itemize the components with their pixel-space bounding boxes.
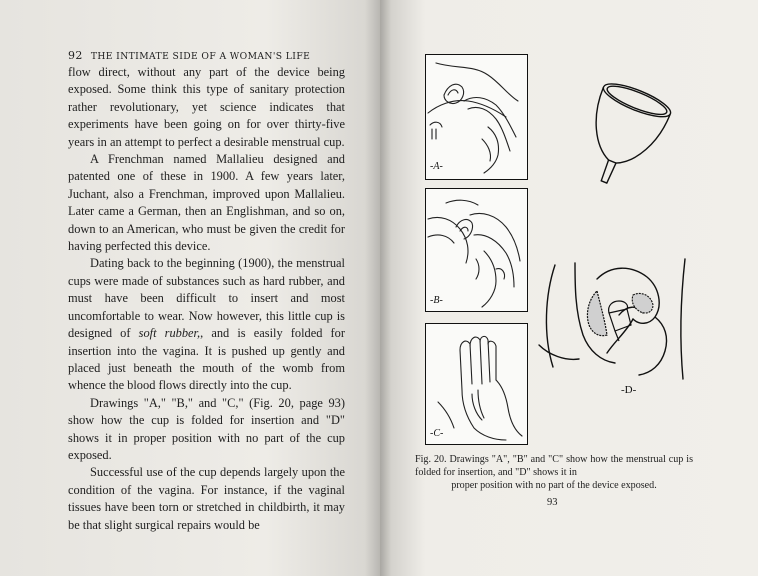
right-page-number: 93: [547, 497, 558, 508]
body-text: [68, 64, 345, 534]
figure-label-a: -A-: [430, 161, 443, 172]
hand-holding-folded-cup-illustration-c: [426, 324, 527, 444]
cup-in-position-cross-section-illustration-d: [535, 255, 695, 385]
running-head: [68, 49, 368, 62]
figure-caption-main: Fig. 20. Drawings "A", "B" and "C" show how the menstrual cup is folded for insertion, and "D" shows it in: [415, 454, 693, 478]
drawing-b-panel: [425, 188, 528, 312]
left-page-number: 92: [68, 49, 83, 62]
hands-folding-cup-illustration-b: [426, 189, 527, 311]
paragraph-2: A Frenchman named Mallalieu designed and patented one of these in 1900. A few years later, Juchant, also a Frenchman, improved upon Mallalieu. Later came a German, then an Englishman, and so on, down to an American, who must be given the credit for having perfected this device.: [68, 152, 345, 254]
paragraph-3: [68, 255, 345, 394]
soft-rubber-emphasis: soft rubber,: [138, 326, 201, 341]
figure-caption: [415, 454, 693, 492]
figure-label-d: -D-: [621, 384, 637, 396]
drawing-a-panel: [425, 54, 528, 180]
figure-label-b: -B-: [430, 295, 443, 306]
paragraph-3-part-2: , and is easily folded for insertion into the vagina. It is pushed up gently and placed just beneath the mouth of the womb from whence the blood flows directly into the cup.: [68, 326, 345, 393]
figure-label-c: -C-: [430, 428, 444, 439]
figure-caption-last-line: proper position with no part of the device exposed.: [451, 479, 657, 491]
paragraph-5: Successful use of the cup depends largely upon the condition of the vagina. For instance, if the vaginal tissues have been torn or stretched in childbirth, it may be that slight surgical repairs would be: [68, 465, 345, 532]
running-head-title: THE INTIMATE SIDE OF A WOMAN'S LIFE: [90, 51, 311, 62]
paragraph-1: flow direct, without any part of the device being exposed. Some think this type of sanitary protection rather revolutionary, yet science indicates that experiments have been going on for over thirty-five years in an attempt to perfect a desirable menstrual cup.: [68, 65, 345, 149]
drawing-c-panel: [425, 323, 528, 445]
paragraph-4: Drawings "A," "B," and "C," (Fig. 20, page 93) show how the cup is folded for insertion and "D" shows it in proper position with no part of the cup exposed.: [68, 395, 345, 462]
paragraph-3-part-1: Dating back to the beginning (1900), the menstrual cups were made of substances such as hard rubber, and must have been difficult to insert and most uncomfortable to wear. Now however, this little cup is designed of: [68, 256, 345, 341]
menstrual-cup-illustration: [555, 70, 685, 200]
